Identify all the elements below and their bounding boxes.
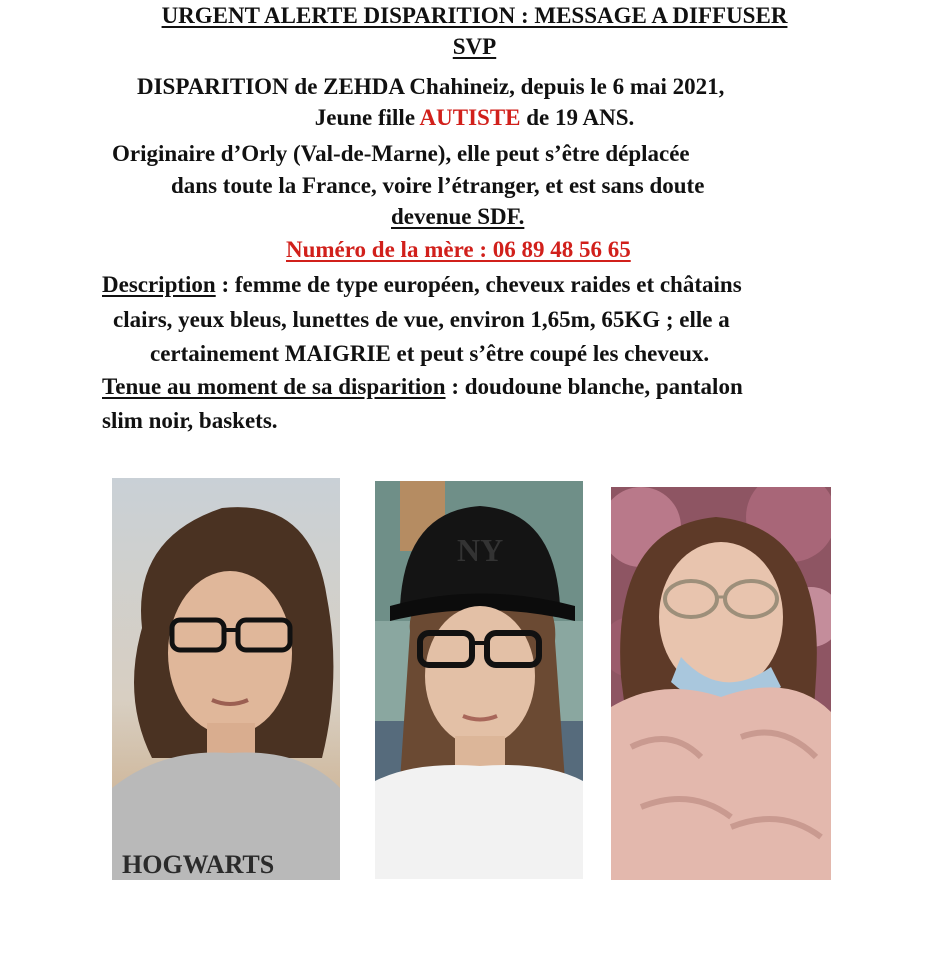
- description-text: : femme de type européen, cheveux raides et châtains: [215, 272, 742, 297]
- origin-line-3: devenue SDF.: [391, 204, 525, 229]
- photo-1: [112, 478, 340, 880]
- mother-phone-number: Numéro de la mère : 06 89 48 56 65: [286, 237, 631, 262]
- outfit-line-1: [102, 373, 922, 401]
- cap-logo: NY: [457, 532, 504, 568]
- photo-3-image: [611, 487, 831, 880]
- origin-line-1: Originaire d’Orly (Val-de-Marne), elle peut s’être déplacée: [112, 141, 690, 166]
- photo-2-image: [375, 481, 583, 879]
- description-line-1: [102, 271, 922, 299]
- outfit-line-2: slim noir, baskets.: [102, 408, 278, 433]
- outfit-label: Tenue au moment de sa disparition: [102, 374, 446, 399]
- description-line-2: clairs, yeux bleus, lunettes de vue, environ 1,65m, 65KG ; elle a: [113, 307, 730, 332]
- origin-line-2: dans toute la France, voire l’étranger, et est sans doute: [171, 173, 705, 198]
- description-label: Description: [102, 272, 216, 297]
- disappearance-line: DISPARITION de ZEHDA Chahineiz, depuis le 6 mai 2021,: [137, 74, 725, 99]
- photo-1-image: [112, 478, 340, 880]
- autism-highlight: AUTISTE: [419, 105, 521, 130]
- poster-title: URGENT ALERTE DISPARITION : MESSAGE A DIFFUSER: [161, 3, 788, 28]
- age-line-suffix: de 19 ANS.: [520, 105, 635, 130]
- age-line: [0, 104, 949, 132]
- age-line-prefix: Jeune fille: [314, 105, 420, 130]
- shirt-print: HOGWARTS: [122, 850, 275, 879]
- poster-title-continued: SVP: [452, 34, 497, 59]
- photo-2: [375, 481, 583, 879]
- description-line-3: certainement MAIGRIE et peut s’être coupé les cheveux.: [150, 341, 710, 366]
- outfit-text: : doudoune blanche, pantalon: [445, 374, 743, 399]
- photo-3: [611, 487, 831, 880]
